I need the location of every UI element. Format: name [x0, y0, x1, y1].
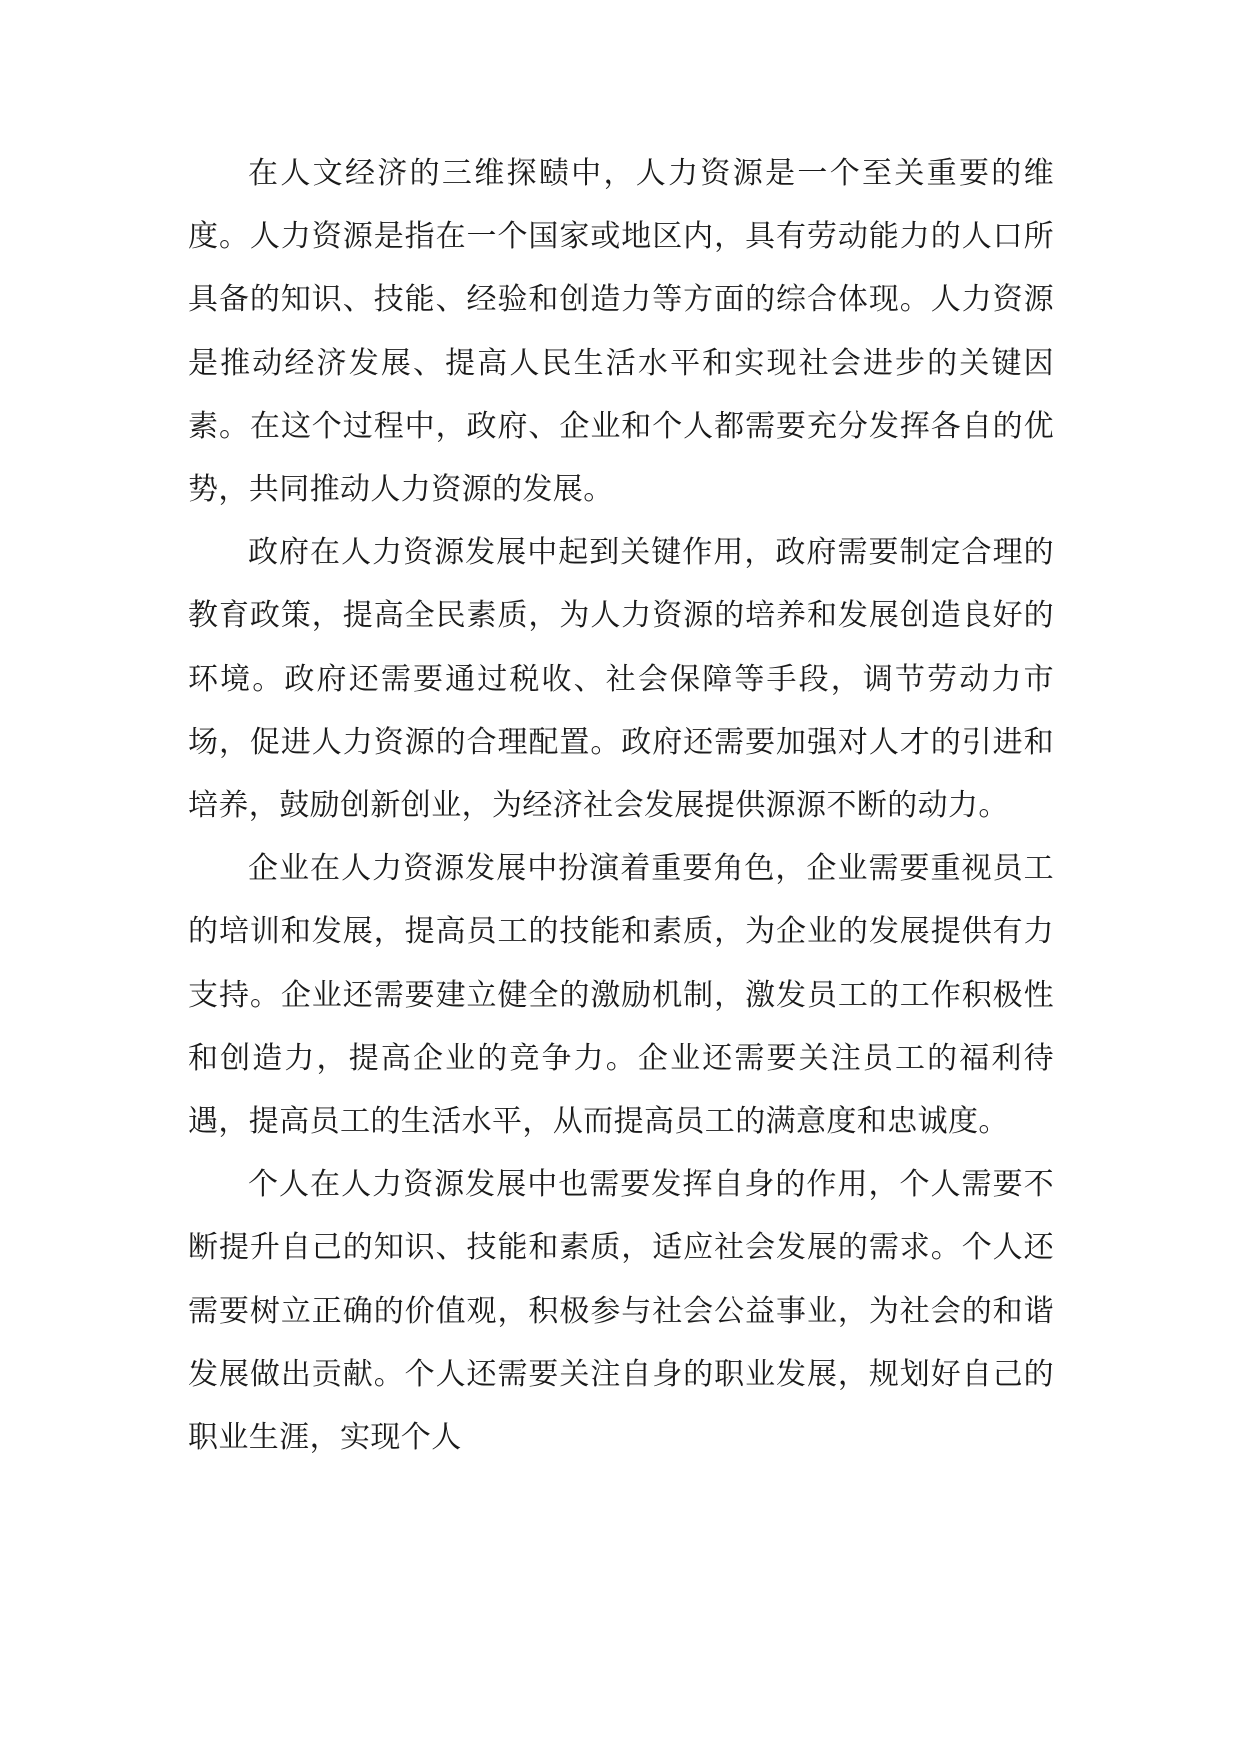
document-body [188, 142, 1054, 1469]
paragraph-enterprise-role: 企业在人力资源发展中扮演着重要角色，企业需要重视员工的培训和发展，提高员工的技能和素质，为企业的发展提供有力支持。企业还需要建立健全的激励机制，激发员工的工作积极性和创造力，提高企业的竞争力。企业还需要关注员工的福利待遇，提高员工的生活水平，从而提高员工的满意度和忠诚度。 [188, 851, 1054, 1140]
paragraph-government-role: 政府在人力资源发展中起到关键作用，政府需要制定合理的教育政策，提高全民素质，为人力资源的培养和发展创造良好的环境。政府还需要通过税收、社会保障等手段，调节劳动力市场，促进人力资源的合理配置。政府还需要加强对人才的引进和培养，鼓励创新创业，为经济社会发展提供源源不断的动力。 [188, 535, 1054, 824]
paragraph-individual-role: 个人在人力资源发展中也需要发挥自身的作用，个人需要不断提升自己的知识、技能和素质，适应社会发展的需求。个人还需要树立正确的价值观，积极参与社会公益事业，为社会的和谐发展做出贡献。个人还需要关注自身的职业发展，规划好自己的职业生涯，实现个人 [188, 1167, 1054, 1456]
paragraph-intro-human-resources: 在人文经济的三维探赜中，人力资源是一个至关重要的维度。人力资源是指在一个国家或地区内，具有劳动能力的人口所具备的知识、技能、经验和创造力等方面的综合体现。人力资源是推动经济发展、提高人民生活水平和实现社会进步的关键因素。在这个过程中，政府、企业和个人都需要充分发挥各自的优势，共同推动人力资源的发展。 [188, 156, 1054, 508]
